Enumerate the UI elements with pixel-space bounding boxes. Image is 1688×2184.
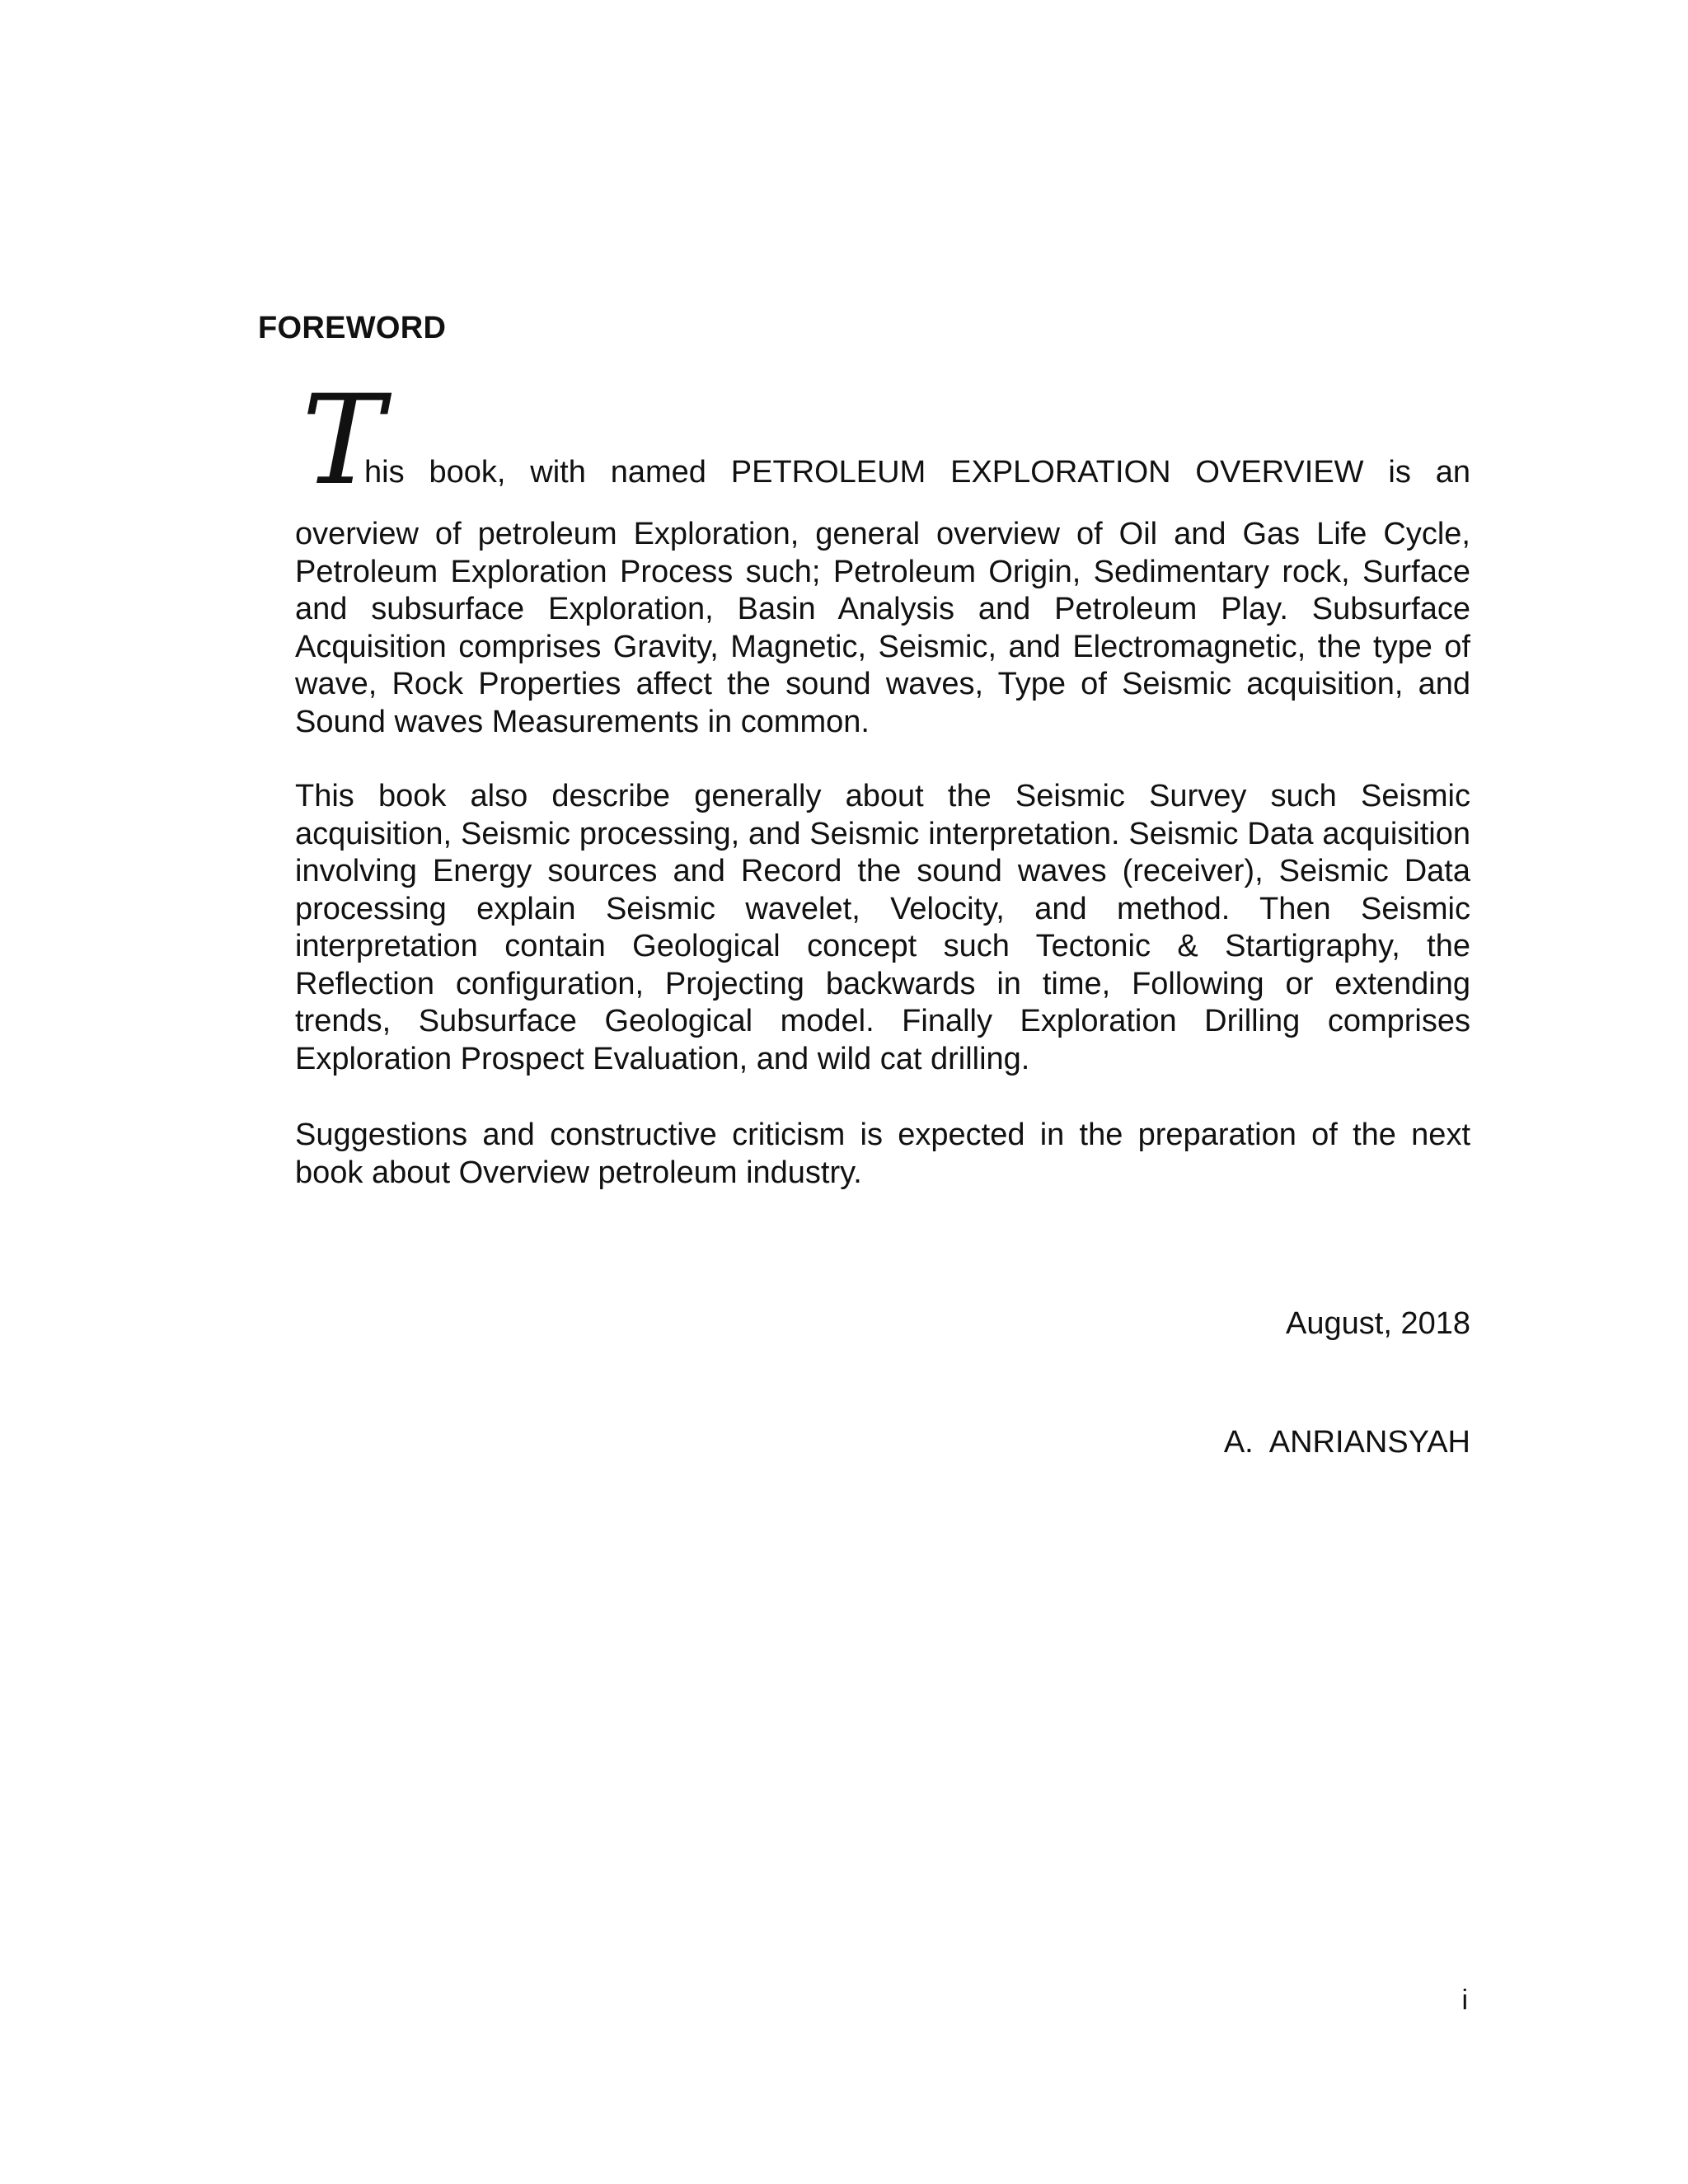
drop-cap: T [302,369,385,513]
author-name: A. ANRIANSYAH [1223,1425,1470,1460]
page-number: i [1461,1985,1468,2016]
paragraph-2: This book also describe generally about the Seismic Survey such Seismic acquisition, Seismic processing, and Seismic interpretation. Seismic Data acquisition involving Energy sources and Record the sound waves (receiver), Seismic Data processing explain Seismic wavelet, Velocity, and method. Then Seismic interpretation contain Geological concept such Tectonic & Startigraphy, the Reflection configuration, Projecting backwards in time, Following or extending trends, Subsurface Geological model. Finally Exploration Drilling comprises Exploration Prospect Evaluation, and wild cat drilling. [295,779,1470,1076]
paragraph-1: overview of petroleum Exploration, general overview of Oil and Gas Life Cycle, Petroleum Exploration Process such; Petroleum Origin, Sedimentary rock, Surface and subsurface Exploration, Basin Analysis and Petroleum Play. Subsurface Acquisition comprises Gravity, Magnetic, Seismic, and Electromagnetic, the type of wave, Rock Properties affect the sound waves, Type of Seismic acquisition, and Sound waves Measurements in common. [295,517,1470,739]
first-line [295,369,1470,513]
page-title: FOREWORD [258,311,447,345]
paragraph-3: Suggestions and constructive criticism is expected in the preparation of the next book about Overview petroleum industry. [295,1118,1470,1190]
date: August, 2018 [1286,1306,1470,1341]
first-line-text: his book, with named PETROLEUM EXPLORATION OVERVIEW is an [364,455,1470,490]
